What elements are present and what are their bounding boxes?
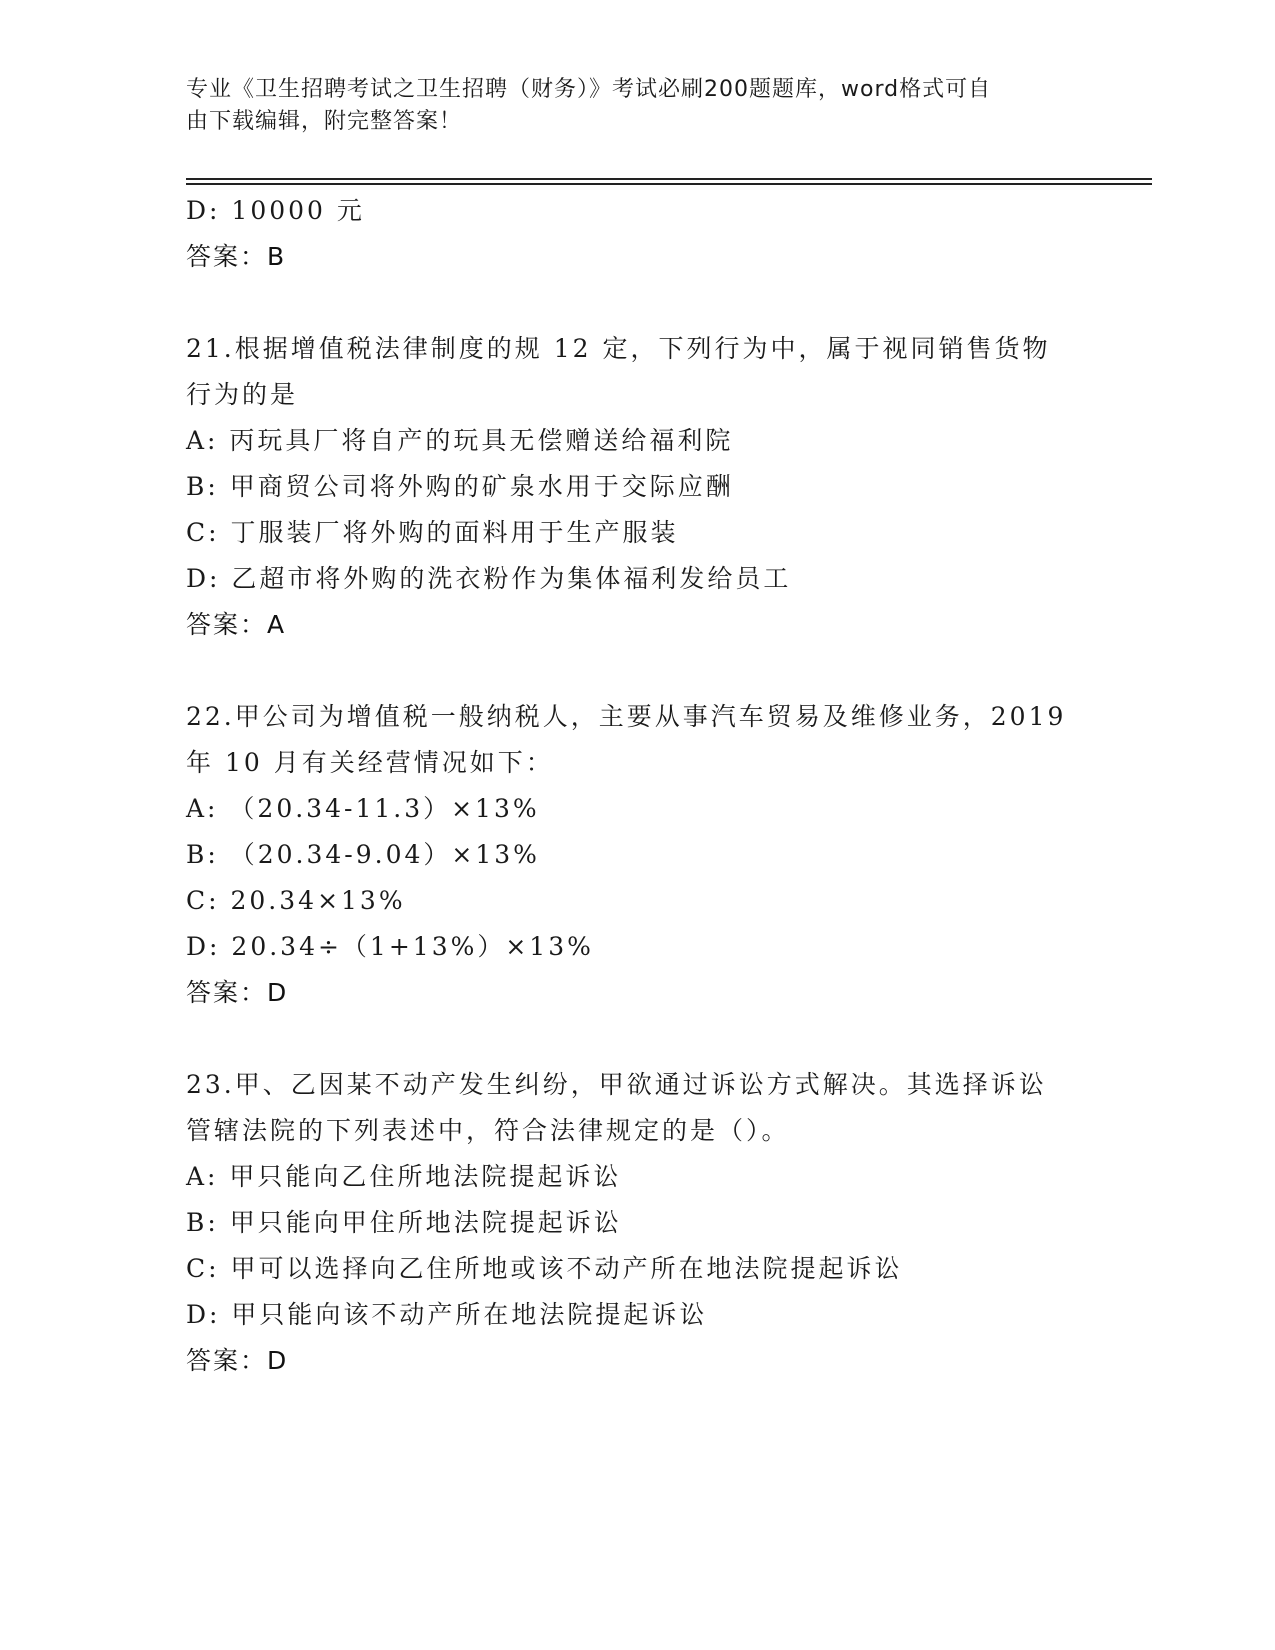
option-c: C: 丁服装厂将外购的面料用于生产服装 <box>186 518 679 547</box>
question-21 <box>186 326 1086 648</box>
answer-line: 答案：D <box>186 1346 289 1375</box>
header-divider-bottom <box>186 183 1152 185</box>
spacer <box>186 280 1086 326</box>
question-stem: 年 10 月有关经营情况如下： <box>186 748 554 777</box>
document-header <box>186 74 1066 138</box>
option-d: D: 20.34÷（1+13%）×13% <box>186 932 594 961</box>
option-d: D: 10000 元 <box>186 196 365 225</box>
spacer <box>186 648 1086 694</box>
question-stem: 23.甲、乙因某不动产发生纠纷，甲欲通过诉讼方式解决。其选择诉讼 <box>186 1070 1047 1099</box>
question-stem: 21.根据增值税法律制度的规 12 定，下列行为中，属于视同销售货物 <box>186 334 1051 363</box>
option-a: A: （20.34-11.3）×13% <box>186 794 540 823</box>
option-d: D: 甲只能向该不动产所在地法院提起诉讼 <box>186 1300 708 1329</box>
option-c: C: 甲可以选择向乙住所地或该不动产所在地法院提起诉讼 <box>186 1254 903 1283</box>
option-a: A: 丙玩具厂将自产的玩具无偿赠送给福利院 <box>186 426 734 455</box>
option-b: B: 甲商贸公司将外购的矿泉水用于交际应酬 <box>186 472 734 501</box>
previous-question-tail <box>186 188 1086 280</box>
option-a: A: 甲只能向乙住所地法院提起诉讼 <box>186 1162 622 1191</box>
option-c: C: 20.34×13% <box>186 886 406 915</box>
question-stem: 行为的是 <box>186 380 299 409</box>
answer-line: 答案：D <box>186 978 289 1007</box>
header-line-2: 由下载编辑，附完整答案！ <box>186 109 463 134</box>
answer-line: 答案：A <box>186 610 287 639</box>
answer-line: 答案：B <box>186 242 287 271</box>
question-content <box>186 188 1086 1384</box>
question-stem: 管辖法院的下列表述中，符合法律规定的是（）。 <box>186 1116 790 1145</box>
spacer <box>186 1016 1086 1062</box>
question-22 <box>186 694 1086 1016</box>
question-23 <box>186 1062 1086 1384</box>
question-stem: 22.甲公司为增值税一般纳税人，主要从事汽车贸易及维修业务，2019 <box>186 702 1067 731</box>
header-line-1: 专业《卫生招聘考试之卫生招聘（财务）》考试必刷200题题库，word格式可自 <box>186 77 992 102</box>
option-b: B: 甲只能向甲住所地法院提起诉讼 <box>186 1208 622 1237</box>
option-d: D: 乙超市将外购的洗衣粉作为集体福利发给员工 <box>186 564 792 593</box>
header-divider-top <box>186 178 1152 180</box>
option-b: B: （20.34-9.04）×13% <box>186 840 540 869</box>
